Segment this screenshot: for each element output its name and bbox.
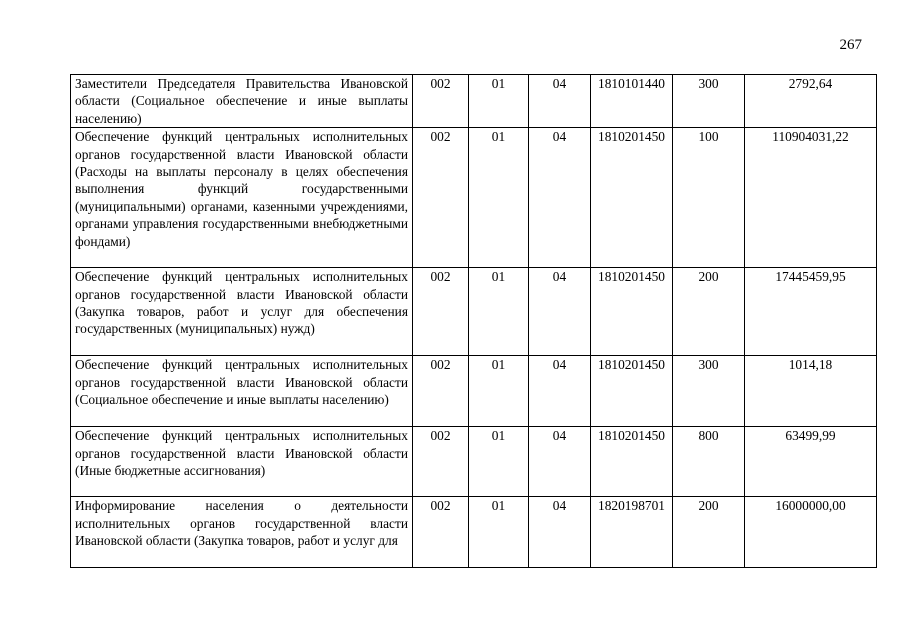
ministry-code: 002 — [413, 427, 469, 497]
table-row — [71, 268, 877, 356]
table-row — [71, 427, 877, 497]
subsection-code: 04 — [529, 75, 591, 128]
amount-value: 16000000,00 — [745, 497, 877, 568]
row-description: Обеспечение функций центральных исполнительных органов государственной власти Ивановской области (Социальное обеспечение и иные выплаты населению) — [71, 356, 413, 427]
page-number: 267 — [839, 37, 862, 53]
ministry-code: 002 — [413, 75, 469, 128]
expense-type-code: 800 — [673, 427, 745, 497]
amount-value: 1014,18 — [745, 356, 877, 427]
expense-type-code: 300 — [673, 356, 745, 427]
row-description: Информирование населения о деятельности исполнительных органов государственной власти Ивановской области (Закупка товаров, работ и услуг для — [71, 497, 413, 568]
target-article-code: 1810201450 — [591, 268, 673, 356]
subsection-code: 04 — [529, 356, 591, 427]
table-row — [71, 128, 877, 268]
amount-value: 17445459,95 — [745, 268, 877, 356]
target-article-code: 1810201450 — [591, 128, 673, 268]
expense-type-code: 300 — [673, 75, 745, 128]
section-code: 01 — [469, 268, 529, 356]
target-article-code: 1810201450 — [591, 427, 673, 497]
section-code: 01 — [469, 497, 529, 568]
table-row — [71, 497, 877, 568]
ministry-code: 002 — [413, 497, 469, 568]
expense-type-code: 200 — [673, 268, 745, 356]
budget-table — [70, 74, 877, 568]
subsection-code: 04 — [529, 128, 591, 268]
target-article-code: 1810201450 — [591, 356, 673, 427]
table-row — [71, 75, 877, 128]
target-article-code: 1820198701 — [591, 497, 673, 568]
amount-value: 110904031,22 — [745, 128, 877, 268]
expense-type-code: 200 — [673, 497, 745, 568]
expense-type-code: 100 — [673, 128, 745, 268]
ministry-code: 002 — [413, 128, 469, 268]
ministry-code: 002 — [413, 356, 469, 427]
row-description: Обеспечение функций центральных исполнительных органов государственной власти Ивановской области (Закупка товаров, работ и услуг для обеспечения государственных (муниципальных) нужд) — [71, 268, 413, 356]
target-article-code: 1810101440 — [591, 75, 673, 128]
row-description: Обеспечение функций центральных исполнительных органов государственной власти Ивановской области (Иные бюджетные ассигнования) — [71, 427, 413, 497]
section-code: 01 — [469, 75, 529, 128]
subsection-code: 04 — [529, 427, 591, 497]
amount-value: 63499,99 — [745, 427, 877, 497]
amount-value: 2792,64 — [745, 75, 877, 128]
section-code: 01 — [469, 427, 529, 497]
subsection-code: 04 — [529, 497, 591, 568]
section-code: 01 — [469, 356, 529, 427]
subsection-code: 04 — [529, 268, 591, 356]
ministry-code: 002 — [413, 268, 469, 356]
table-row — [71, 356, 877, 427]
row-description: Заместители Председателя Правительства Ивановской области (Социальное обеспечение и иные выплаты населению) — [71, 75, 413, 128]
section-code: 01 — [469, 128, 529, 268]
row-description: Обеспечение функций центральных исполнительных органов государственной власти Ивановской области (Расходы на выплаты персоналу в целях обеспечения выполнения функций государственными (муниципальными) органами, казенными учреждениями, органами управления государственными внебюджетными фондами) — [71, 128, 413, 268]
